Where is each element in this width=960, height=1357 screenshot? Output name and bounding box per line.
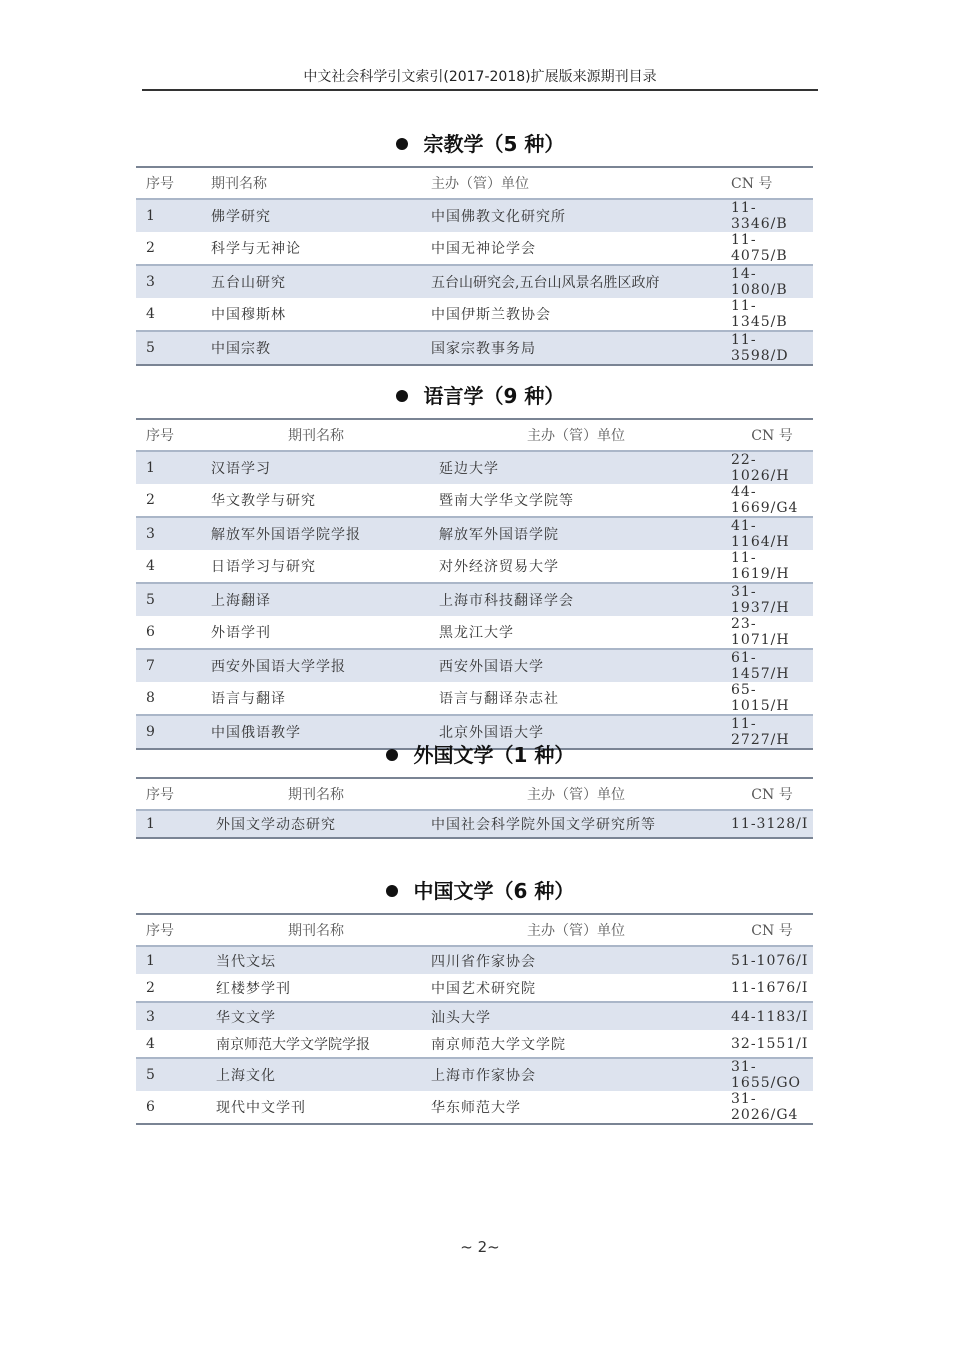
table-row: 1 当代文坛 四川省作家协会 51-1076/I	[136, 946, 813, 974]
table-header	[136, 419, 813, 451]
journal-table-religion	[136, 166, 813, 366]
table-row: 7 西安外国语大学学报 西安外国语大学 61-1457/H	[136, 649, 813, 682]
col-name: 期刊名称	[288, 787, 344, 803]
col-cn: CN 号	[751, 787, 793, 803]
table-header	[136, 167, 813, 199]
table-row: 6 现代中文学刊 华东师范大学 31-2026/G4	[136, 1091, 813, 1124]
table-row: 2 科学与无神论 中国无神论学会 11-4075/B	[146, 232, 788, 264]
table-row: 1 佛学研究 中国佛教文化研究所 11-3346/B	[136, 199, 813, 232]
col-no: 序号	[146, 428, 174, 444]
col-cn: CN 号	[751, 923, 793, 939]
table-row: 5 上海文化 上海市作家协会 31-1655/GO	[136, 1058, 813, 1091]
col-cn: CN 号	[751, 428, 793, 444]
col-cn: CN 号	[731, 176, 773, 192]
running-header: 中文社会科学引文索引(2017-2018)扩展版来源期刊目录	[303, 69, 657, 85]
section-title-foreign-literature: 外国文学（1 种）	[0, 739, 960, 768]
section-title-chinese-literature: 中国文学（6 种）	[0, 875, 960, 904]
table-row: 8 语言与翻译 语言与翻译杂志社 65-1015/H	[146, 682, 790, 714]
table-row: 3 解放军外国语学院学报 解放军外国语学院 41-1164/H	[136, 517, 813, 550]
table-row: 5 中国宗教 国家宗教事务局 11-3598/D	[136, 331, 813, 365]
col-org: 主办（管）单位	[527, 428, 625, 444]
bullet-icon	[396, 390, 408, 402]
table-row: 4 日语学习与研究 对外经济贸易大学 11-1619/H	[146, 550, 790, 582]
col-no: 序号	[146, 176, 174, 192]
journal-table-linguistics	[136, 418, 813, 750]
bullet-icon	[386, 749, 398, 761]
table-row: 9 中国俄语教学 北京外国语大学 11-2727/H	[136, 715, 813, 749]
journal-table-foreign-literature	[136, 777, 813, 839]
table-row: 5 上海翻译 上海市科技翻译学会 31-1937/H	[136, 583, 813, 616]
col-no: 序号	[146, 923, 174, 939]
table-row: 1 汉语学习 延边大学 22-1026/H	[136, 451, 813, 484]
table-header	[136, 914, 813, 946]
table-row: 1 外国文学动态研究 中国社会科学院外国文学研究所等 11-3128/I	[136, 810, 813, 838]
table-row: 4 中国穆斯林 中国伊斯兰教协会 11-1345/B	[146, 298, 788, 330]
table-row: 6 外语学刊 黑龙江大学 23-1071/H	[146, 616, 790, 648]
table-row: 3 华文文学 汕头大学 44-1183/I	[136, 1002, 813, 1030]
header-rule	[142, 89, 818, 91]
table-row: 3 五台山研究 五台山研究会,五台山风景名胜区政府 14-1080/B	[136, 265, 813, 298]
col-org: 主办（管）单位	[431, 176, 529, 192]
bullet-icon	[396, 138, 408, 150]
journal-table-chinese-literature	[136, 913, 813, 1125]
table-header	[136, 778, 813, 810]
page-number: ~ 2~	[460, 1238, 500, 1256]
col-name: 期刊名称	[288, 428, 344, 444]
col-no: 序号	[146, 787, 174, 803]
bullet-icon	[386, 885, 398, 897]
table-row: 2 红楼梦学刊 中国艺术研究院 11-1676/I	[146, 979, 809, 997]
col-name: 期刊名称	[211, 176, 267, 192]
col-org: 主办（管）单位	[527, 923, 625, 939]
col-name: 期刊名称	[288, 923, 344, 939]
table-row: 2 华文教学与研究 暨南大学华文学院等 44-1669/G4	[146, 484, 799, 516]
section-title-religion: 宗教学（5 种）	[0, 128, 960, 157]
table-row: 4 南京师范大学文学院学报 南京师范大学文学院 32-1551/I	[146, 1035, 809, 1053]
col-org: 主办（管）单位	[527, 787, 625, 803]
section-title-linguistics: 语言学（9 种）	[0, 380, 960, 409]
